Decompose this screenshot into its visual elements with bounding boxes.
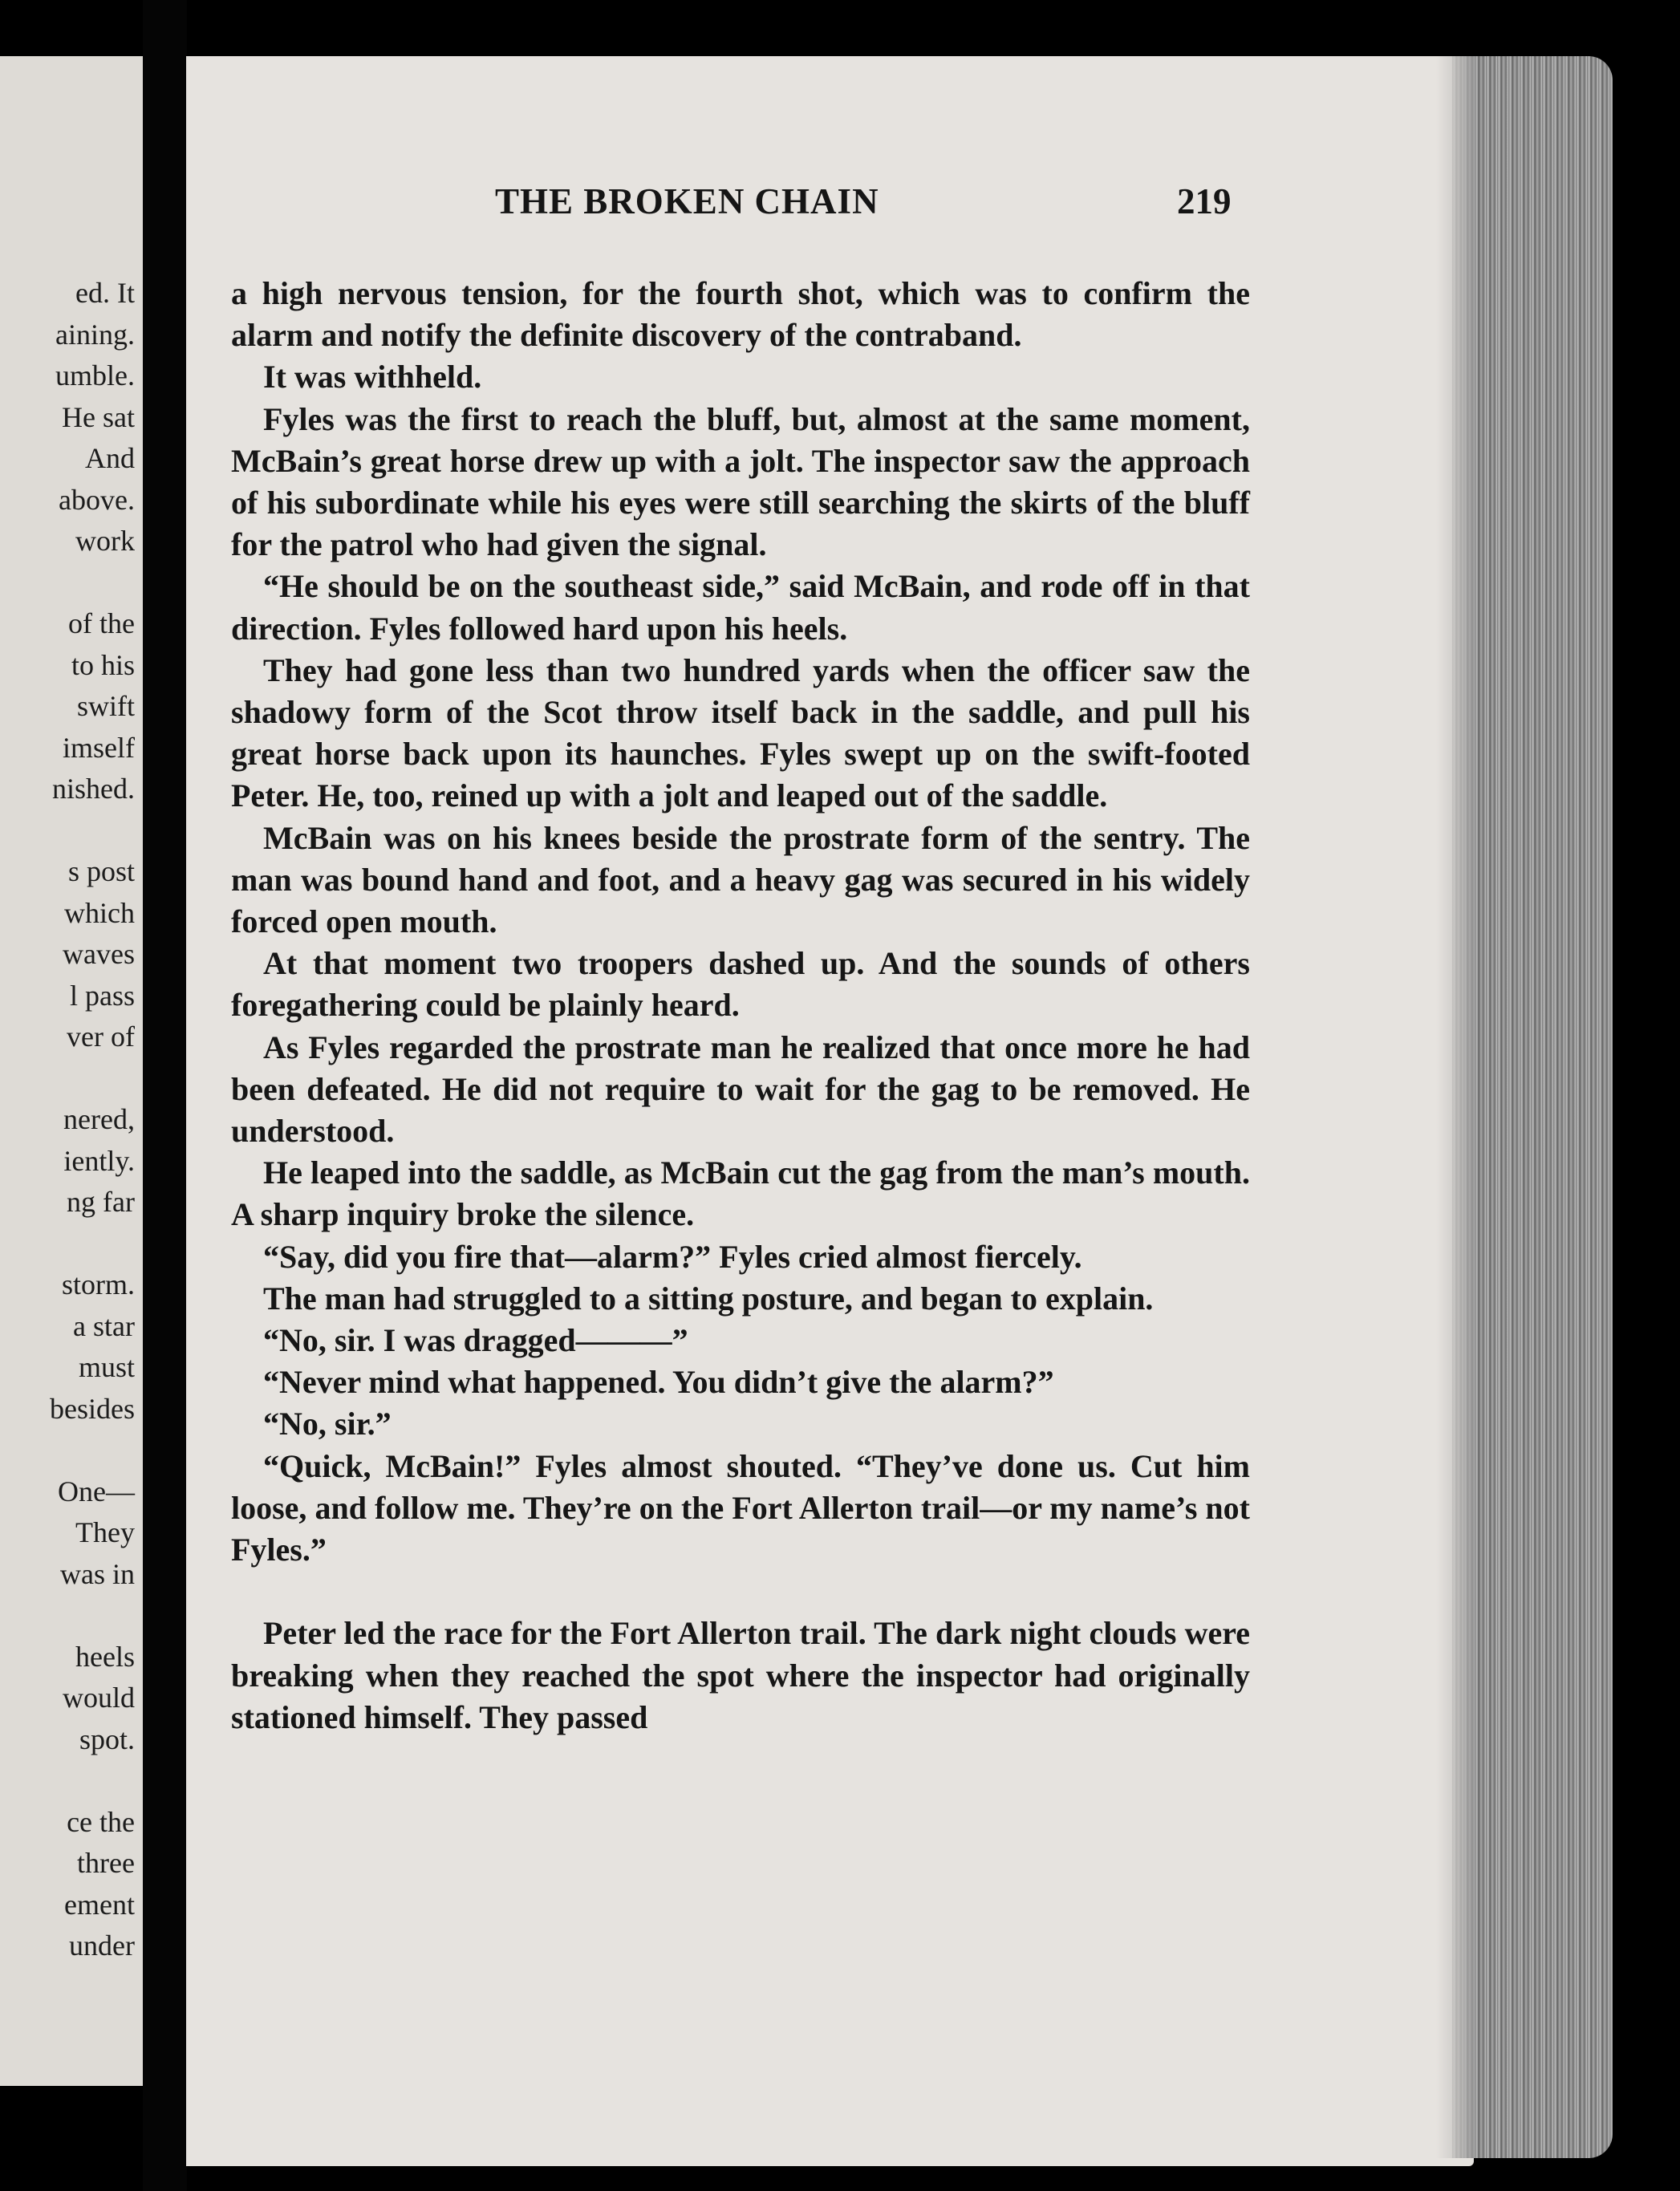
left-page-line: aining. bbox=[55, 318, 135, 351]
paragraph-5: They had gone less than two hundred yards when the officer saw the shadowy form of the Scot throw itself back in the saddle, and pull his great horse back upon its haunches. Fyles swept up on the swift-footed Peter. He, too, reined up with a jolt and leaped out of the saddle. bbox=[231, 651, 1250, 814]
paragraph-16: Peter led the race for the Fort Allerton trail. The dark night clouds were breaking when they reached the spot where the inspector had originally stationed himself. They passed bbox=[231, 1615, 1250, 1735]
running-title: THE BROKEN CHAIN bbox=[495, 181, 879, 221]
left-page-line: was in bbox=[60, 1557, 135, 1590]
left-page-line: ce the bbox=[67, 1805, 135, 1838]
left-page-line bbox=[50, 810, 135, 852]
left-page-line: waves bbox=[63, 938, 135, 970]
paragraph-8: As Fyles regarded the prostrate man he realized that once more he had been defeated. He did not require to wait for the gag to be removed. He understood. bbox=[231, 1029, 1250, 1150]
left-page-line bbox=[50, 1058, 135, 1100]
left-page-line: under bbox=[69, 1929, 135, 1962]
left-page-line: They bbox=[75, 1516, 135, 1548]
paragraph-12: “No, sir. I was dragged———” bbox=[263, 1322, 688, 1359]
left-page-line bbox=[50, 1430, 135, 1471]
page-edge-shadow bbox=[1436, 56, 1476, 2158]
left-page-line bbox=[50, 1223, 135, 1265]
left-page-line: iently. bbox=[63, 1144, 135, 1177]
paragraph-13: “Never mind what happened. You didn’t give the alarm?” bbox=[263, 1364, 1054, 1401]
left-page-line: l pass bbox=[70, 979, 135, 1012]
left-page-line: imself bbox=[63, 731, 135, 764]
paragraph-10: “Say, did you fire that—alarm?” Fyles cried almost fiercely. bbox=[263, 1238, 1082, 1275]
left-page-line: work bbox=[75, 525, 135, 557]
left-page-line: of the bbox=[68, 607, 135, 639]
left-page-line: ed. It bbox=[75, 277, 135, 309]
paragraph-9: He leaped into the saddle, as McBain cut the gag from the man’s mouth. A sharp inquiry broke the silence. bbox=[231, 1154, 1250, 1233]
left-page-line: swift bbox=[77, 690, 135, 722]
left-page-line: ement bbox=[64, 1888, 135, 1921]
left-page-line: three bbox=[77, 1847, 135, 1879]
left-page-line: s post bbox=[67, 855, 135, 887]
paragraph-7: At that moment two troopers dashed up. And the sounds of others foregathering could be plainly heard. bbox=[231, 945, 1250, 1024]
left-page-line: a star bbox=[73, 1309, 135, 1342]
left-page-line: heels bbox=[75, 1640, 135, 1673]
paragraph-14: “No, sir.” bbox=[263, 1406, 392, 1442]
left-page-text bbox=[50, 273, 135, 1967]
left-page-line: must bbox=[78, 1351, 135, 1383]
left-page-line: He sat bbox=[62, 400, 135, 433]
left-page-line bbox=[50, 1595, 135, 1637]
left-page bbox=[0, 56, 143, 2086]
left-page-line: ng far bbox=[67, 1186, 135, 1218]
left-page-line: besides bbox=[50, 1392, 135, 1425]
paragraph-2: It was withheld. bbox=[263, 359, 482, 396]
paragraph-11: The man had struggled to a sitting posture, and began to explain. bbox=[263, 1280, 1154, 1317]
paragraph-3: Fyles was the first to reach the bluff, but, almost at the same moment, McBain’s great horse drew up with a jolt. The inspector saw the approach of his subordinate while his eyes were still searching the skirts of the bluff for the patrol who had given the signal. bbox=[231, 400, 1250, 563]
left-page-line: spot. bbox=[79, 1722, 135, 1755]
left-page-line: And bbox=[85, 442, 135, 474]
left-page-line: nished. bbox=[52, 773, 135, 805]
page-edges bbox=[1452, 56, 1613, 2158]
left-page-line bbox=[50, 1760, 135, 1802]
paragraph-4: “He should be on the southeast side,” said McBain, and rode off in that direction. Fyles followed hard upon his heels. bbox=[231, 568, 1250, 647]
left-page-line: nered, bbox=[63, 1103, 135, 1135]
left-page-line: above. bbox=[59, 483, 135, 516]
page-number: 219 bbox=[1177, 181, 1232, 221]
left-page-line: One— bbox=[58, 1475, 135, 1507]
paragraph-15: “Quick, McBain!” Fyles almost shouted. “They’ve done us. Cut him loose, and follow me. They’re on the Fort Allerton trail—or my name’s not Fyles.” bbox=[231, 1447, 1250, 1568]
left-page-line: to his bbox=[71, 648, 135, 681]
left-page-line: which bbox=[64, 896, 135, 929]
left-page-line: would bbox=[63, 1682, 135, 1714]
left-page-line: ver of bbox=[67, 1020, 135, 1053]
left-page-line: umble. bbox=[55, 359, 135, 392]
paragraph-6: McBain was on his knees beside the prostrate form of the sentry. The man was bound hand and foot, and a heavy gag was secured in his widely forced open mouth. bbox=[231, 819, 1250, 940]
left-page-line: storm. bbox=[61, 1268, 135, 1300]
left-page-line bbox=[50, 562, 135, 604]
body-text bbox=[231, 273, 1250, 1739]
running-head bbox=[186, 181, 1474, 229]
book-spine-shadow bbox=[143, 0, 187, 2191]
paragraph-1: a high nervous tension, for the fourth shot, which was to confirm the alarm and notify the definite discovery of the contraband. bbox=[231, 275, 1250, 354]
